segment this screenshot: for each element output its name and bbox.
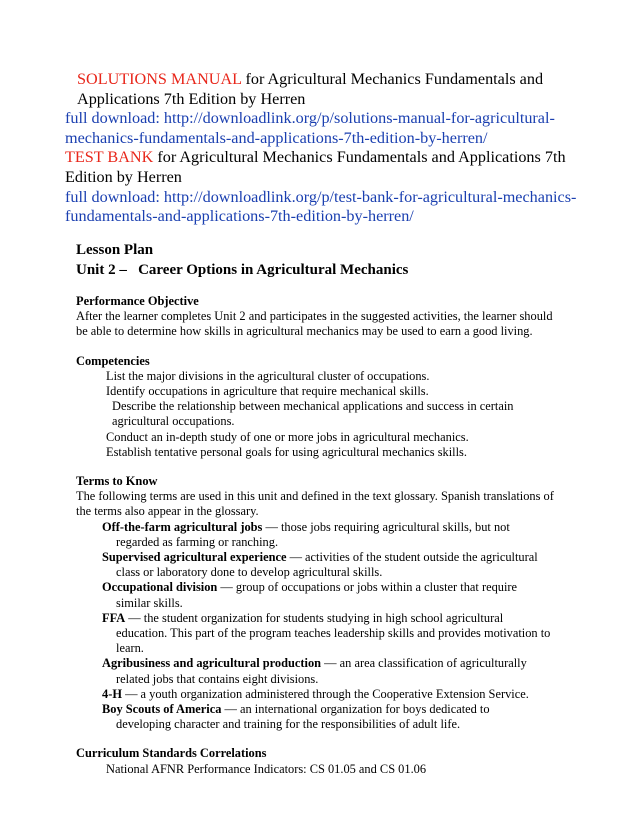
term-definition-cont: education. This part of the program teaches leadership skills and provides motivation to <box>116 626 551 641</box>
term-definition-cont: developing character and training for the responsibilities of adult life. <box>116 717 461 732</box>
competency-item-cont: agricultural occupations. <box>112 414 235 429</box>
term-definition: — a youth organization administered through the Cooperative Extension Service. <box>121 686 529 701</box>
term-item <box>76 687 576 702</box>
solutions-title-line1: for Agricultural Mechanics Fundamentals and <box>241 70 544 88</box>
term-definition-cont: class or laboratory done to develop agricultural skills. <box>116 565 383 580</box>
term-name: 4-H <box>102 686 122 701</box>
term-item <box>76 580 576 610</box>
lesson-plan <box>76 240 576 777</box>
testbank-download <box>65 188 585 208</box>
term-name: FFA <box>102 610 126 625</box>
competency-item <box>76 399 576 429</box>
term-item <box>76 656 576 686</box>
term-name: Off-the-farm agricultural jobs <box>102 519 263 534</box>
standards-line: National AFNR Performance Indicators: CS 01.05 and CS 01.06 <box>106 761 427 776</box>
testbank-title <box>65 148 585 168</box>
term-item <box>76 550 576 580</box>
solutions-download-link-cont[interactable]: mechanics-fundamentals-and-applications-7th-edition-by-herren/ <box>65 128 488 147</box>
term-item <box>76 702 576 732</box>
competencies-section <box>76 354 576 460</box>
term-definition-cont: learn. <box>116 641 144 656</box>
promo-block <box>65 70 585 227</box>
competency-item-line: Describe the relationship between mechanical applications and success in certain <box>112 399 514 414</box>
solutions-title-line2: Applications 7th Edition by Herren <box>77 89 306 108</box>
unit-title: Unit 2 – Career Options in Agricultural Mechanics <box>76 262 409 278</box>
term-definition-cont: regarded as farming or ranching. <box>116 534 279 549</box>
term-item <box>76 520 576 550</box>
competency-item: List the major divisions in the agricultural cluster of occupations. <box>106 368 430 383</box>
performance-objective-heading: Performance Objective <box>76 294 199 308</box>
term-definition: — group of occupations or jobs within a cluster that require <box>217 580 518 595</box>
competencies-heading: Competencies <box>76 353 150 368</box>
standards-section <box>76 746 576 776</box>
performance-objective-line: After the learner completes Unit 2 and participates in the suggested activities, the learner should <box>76 309 553 324</box>
testbank-download-link-cont[interactable]: fundamentals-and-applications-7th-edition-by-herren/ <box>65 207 414 226</box>
test-bank-label: TEST BANK <box>65 148 154 167</box>
standards-heading: Curriculum Standards Correlations <box>76 746 267 761</box>
testbank-download-link[interactable]: http://downloadlink.org/p/test-bank-for-agricultural-mechanics- <box>163 187 577 206</box>
competency-item: Identify occupations in agriculture that require mechanical skills. <box>106 384 429 399</box>
term-name: Boy Scouts of America <box>102 702 222 717</box>
term-definition: — activities of the student outside the agricultural <box>286 550 538 565</box>
terms-section <box>76 474 576 732</box>
term-definition: — an area classification of agriculturally <box>321 656 527 671</box>
term-name: Supervised agricultural experience <box>102 550 287 565</box>
performance-objective-line: be able to determine how skills in agricultural mechanics may be used to earn a good living. <box>76 324 533 339</box>
testbank-title-line1: for Agricultural Mechanics Fundamentals and Applications 7th <box>153 148 566 167</box>
term-definition-cont: related jobs that contains eight divisions. <box>116 671 319 686</box>
term-item <box>76 611 576 657</box>
terms-heading: Terms to Know <box>76 474 158 489</box>
solutions-download <box>65 109 585 129</box>
full-download-label: full download: <box>65 109 164 128</box>
solutions-title <box>65 70 585 90</box>
term-definition: — those jobs requiring agricultural skills, but not <box>262 519 510 534</box>
testbank-title-line2: Edition by Herren <box>65 167 182 186</box>
competency-item: Conduct an in-depth study of one or more jobs in agricultural mechanics. <box>106 429 469 444</box>
solutions-manual-label: SOLUTIONS MANUAL <box>77 70 242 88</box>
term-name: Agribusiness and agricultural production <box>102 656 322 671</box>
lesson-plan-title: Lesson Plan <box>76 242 154 258</box>
term-definition: — the student organization for students studying in high school agricultural <box>125 610 504 625</box>
competency-item: Establish tentative personal goals for using agricultural mechanics skills. <box>106 444 467 459</box>
terms-intro-line: The following terms are used in this unit and defined in the text glossary. Spanish translations of <box>76 489 554 504</box>
terms-intro-line: the terms also appear in the glossary. <box>76 504 259 519</box>
performance-objective-section <box>76 294 576 340</box>
solutions-download-link[interactable]: http://downloadlink.org/p/solutions-manual-for-agricultural- <box>163 109 555 128</box>
term-name: Occupational division <box>102 580 218 595</box>
full-download-label: full download: <box>65 187 164 206</box>
term-definition: — an international organization for boys dedicated to <box>221 702 490 717</box>
term-definition-cont: similar skills. <box>116 595 183 610</box>
